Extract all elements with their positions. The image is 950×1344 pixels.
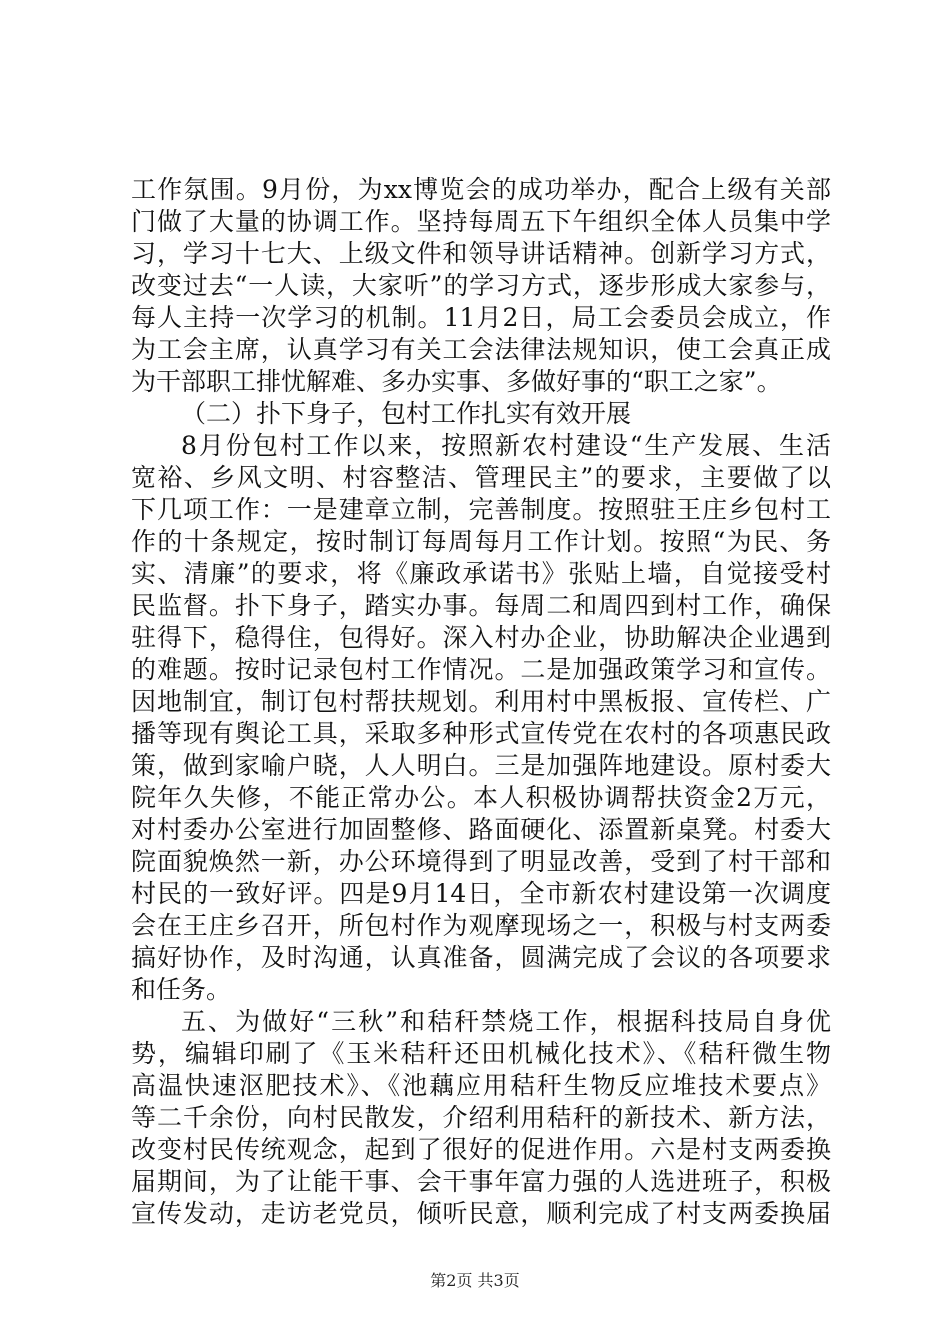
text-line: 作的十条规定，按时制订每周每月工作计划。按照“为民、务 [131, 527, 831, 556]
text-line: 和任务。 [131, 975, 232, 1004]
text-line: 宣传发动，走访老党员，倾听民意，顺利完成了村支两委换届 [131, 1199, 831, 1228]
text-line: 每人主持一次学习的机制。11月2日，局工会委员会成立，作 [131, 303, 831, 332]
text-line: 实、清廉”的要求，将《廉政承诺书》张贴上墙，自觉接受村 [131, 559, 831, 588]
text-line: 五、为做好“三秋”和秸秆禁烧工作，根据科技局自身优 [181, 1007, 831, 1036]
text-line: 宽裕、乡风文明、村容整洁、管理民主”的要求，主要做了以 [131, 463, 831, 492]
text-line: 为干部职工排忧解难、多办实事、多做好事的“职工之家”。 [131, 367, 782, 396]
text-line: 院年久失修，不能正常办公。本人积极协调帮扶资金2万元， [131, 783, 831, 812]
text-line: 策，做到家喻户晓，人人明白。三是加强阵地建设。原村委大 [131, 751, 831, 780]
text-line: 习，学习十七大、上级文件和领导讲话精神。创新学习方式， [131, 239, 831, 268]
text-line: 因地制宜，制订包村帮扶规划。利用村中黑板报、宣传栏、广 [131, 687, 831, 716]
text-line: 改变村民传统观念，起到了很好的促进作用。六是村支两委换 [131, 1135, 831, 1164]
text-line: 为工会主席，认真学习有关工会法律法规知识，使工会真正成 [131, 335, 831, 364]
section-heading: （二）扑下身子，包村工作扎实有效开展 [181, 399, 632, 428]
document-body [131, 174, 831, 1230]
text-line: 8月份包村工作以来，按照新农村建设“生产发展、生活 [181, 431, 831, 460]
page-number-footer: 第2页 共3页 [430, 1271, 520, 1290]
text-line: 届期间，为了让能干事、会干事年富力强的人选进班子，积极 [131, 1167, 831, 1196]
text-line: 驻得下，稳得住，包得好。深入村办企业，协助解决企业遇到 [131, 623, 831, 652]
text-line: 等二千余份，向村民散发，介绍利用秸秆的新技术、新方法， [131, 1103, 831, 1132]
text-line: 高温快速沤肥技术》、《池藕应用秸秆生物反应堆技术要点》 [131, 1071, 831, 1100]
text-line: 会在王庄乡召开，所包村作为观摩现场之一，积极与村支两委 [131, 911, 831, 940]
text-line: 院面貌焕然一新，办公环境得到了明显改善，受到了村干部和 [131, 847, 831, 876]
text-line: 下几项工作：一是建章立制，完善制度。按照驻王庄乡包村工 [131, 495, 831, 524]
text-line: 势，编辑印刷了《玉米秸秆还田机械化技术》、《秸秆微生物 [131, 1039, 831, 1068]
text-line: 村民的一致好评。四是9月14日，全市新农村建设第一次调度 [131, 879, 831, 908]
text-line: 改变过去“一人读，大家听”的学习方式，逐步形成大家参与， [131, 271, 831, 300]
text-line: 门做了大量的协调工作。坚持每周五下午组织全体人员集中学 [131, 207, 831, 236]
text-line: 对村委办公室进行加固整修、路面硬化、添置新桌凳。村委大 [131, 815, 831, 844]
text-line: 的难题。按时记录包村工作情况。二是加强政策学习和宣传。 [131, 655, 831, 684]
text-line: 工作氛围。9月份，为xx博览会的成功举办，配合上级有关部 [131, 175, 831, 204]
text-line: 民监督。扑下身子，踏实办事。每周二和周四到村工作，确保 [131, 591, 831, 620]
text-line: 搞好协作，及时沟通，认真准备，圆满完成了会议的各项要求 [131, 943, 831, 972]
text-line: 播等现有舆论工具，采取多种形式宣传党在农村的各项惠民政 [131, 719, 831, 748]
